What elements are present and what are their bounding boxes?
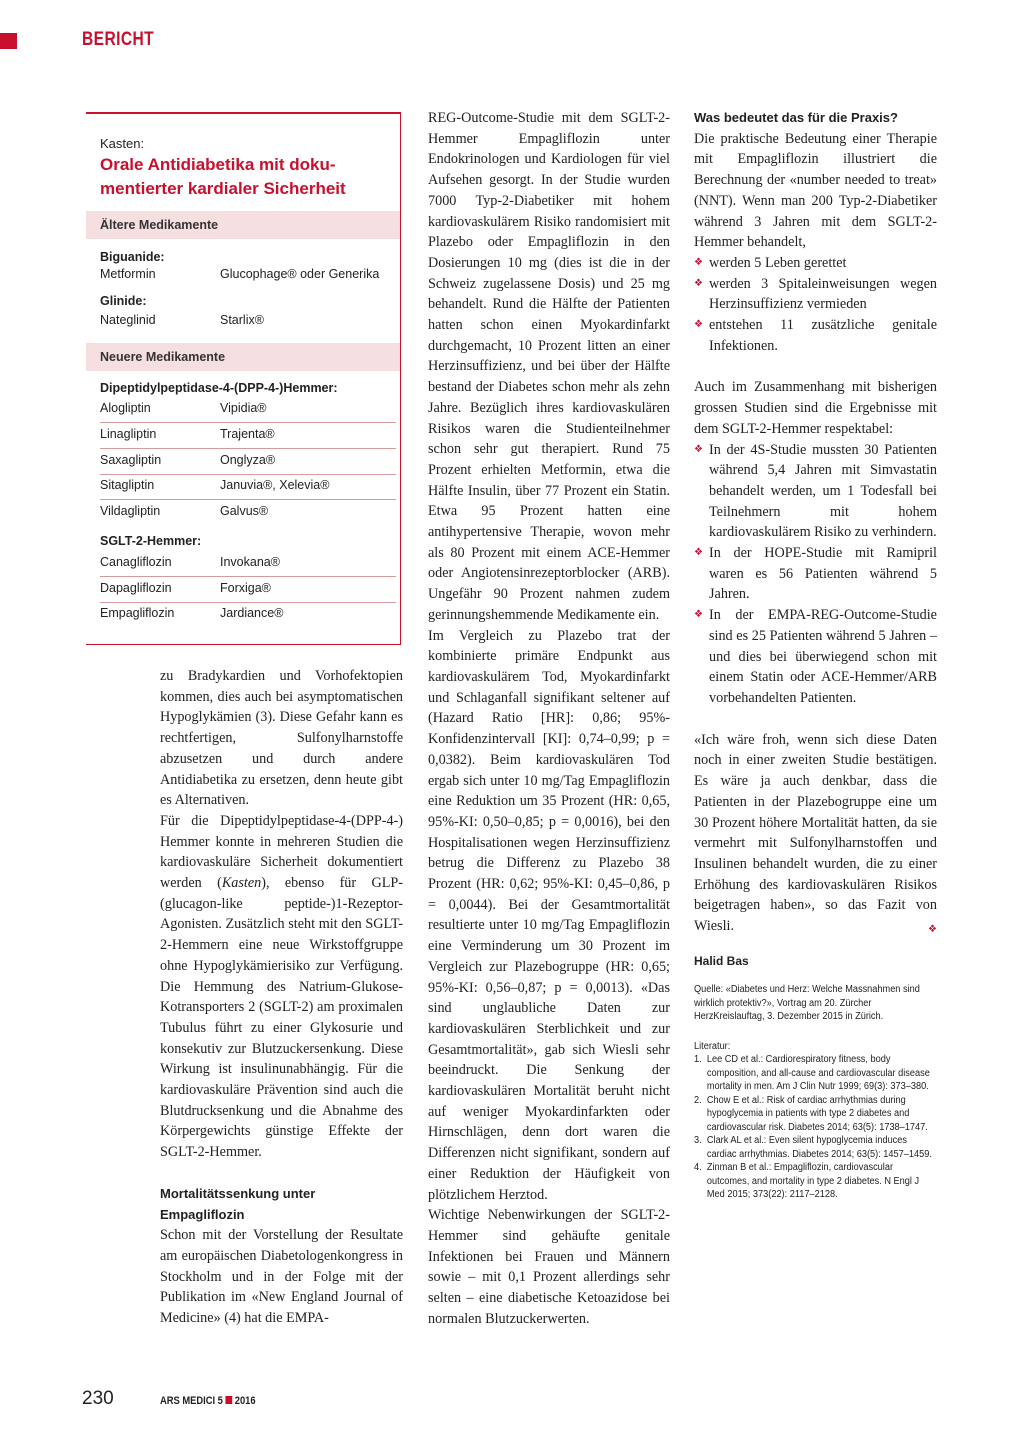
drug-brand: Trajenta® bbox=[220, 427, 275, 441]
bullet-item: ❖ werden 5 Leben gerettet bbox=[694, 253, 937, 274]
paragraph: Wichtige Nebenwirkungen der SGLT-2-Hemmer sind gehäufte genitale Infektionen bei Frauen und Männern sowie – mit 0,1 Prozent allerdings sehr selten – eine diabetische Ketoazidose bei normalen Blutzuckerwerten. bbox=[428, 1207, 670, 1327]
page-number: 230 bbox=[82, 1388, 114, 1409]
drug-generic: Empagliflozin bbox=[100, 606, 175, 620]
drug-row bbox=[100, 424, 396, 449]
text-span: «Ich wäre froh, wenn sich diese Daten noch in einer zweiten Studie bestätigen. Es wäre ja auch denkbar, dass die Patienten in der Plazebogruppe eine um 30 Prozent höhere Mortalität hatten, da sie vermehrt mit Sulfonylharnstoffen und Insulinen behandelt wurden, die zu einer Erhöhung des kardiovaskulären Risikos beigetragen haben», so das Fazit von Wiesli. bbox=[694, 731, 937, 935]
section-heading: Was bedeutet das für die Praxis? bbox=[694, 110, 898, 125]
author: Halid Bas bbox=[694, 953, 749, 968]
paragraph bbox=[160, 811, 403, 1163]
drug-brand: Onglyza® bbox=[220, 453, 276, 467]
drug-row bbox=[100, 578, 396, 603]
info-box bbox=[86, 112, 401, 645]
drug-row bbox=[100, 310, 396, 335]
source-note: Quelle: «Diabetes und Herz: Welche Massnahmen sind wirklich protektiv?», Vortrag am 20. Zürcher HerzKreislauftag, 3. Dezember 2015 in Zürich. bbox=[694, 984, 920, 1023]
group-biguanide: Biguanide: bbox=[100, 250, 165, 264]
group-sglt2: SGLT-2-Hemmer: bbox=[100, 534, 202, 548]
drug-row bbox=[100, 398, 396, 423]
drug-generic: Canagliflozin bbox=[100, 555, 172, 569]
column-1 bbox=[160, 666, 403, 1329]
ref-number: 2. bbox=[694, 1094, 702, 1106]
ref-number: 4. bbox=[694, 1162, 702, 1174]
group-dpp4: Dipeptidylpeptidase-4-(DPP-4-)Hemmer: bbox=[100, 381, 338, 395]
bullet-item: ❖ In der EMPA-REG-Outcome-Studie sind es 25 Patienten während 5 Jahren – und dies bei überwiegend schon mit einem Statin oder ACE-Hemmer/ARB vorbehandelten Patienten. bbox=[694, 605, 937, 709]
bullet-item: ❖ In der 4S-Studie mussten 30 Patienten während 5,4 Jahren mit Simvastatin behandelt werden, um 1 Todesfall bei Teilnehmern mit hohem kardiovaskulärem Risiko zu verhindern. bbox=[694, 440, 937, 544]
drug-generic: Saxagliptin bbox=[100, 453, 162, 467]
drug-brand: Forxiga® bbox=[220, 581, 271, 595]
references bbox=[694, 1053, 937, 1202]
reference-item bbox=[694, 1053, 937, 1094]
journal-name: ARS MEDICI 5 bbox=[160, 1395, 223, 1407]
paragraph: zu Bradykardien und Vorhofektopien kommen, dies auch bei asymptomatischen Hypoglykämien (3). Diese Gefahr kann es rechtfertigen, Sulfonylharnstoffe abzusetzen und durch andere Antidiabetika zu ersetzen, denn heute gibt es Alternativen. bbox=[160, 668, 403, 809]
drug-brand: Jardiance® bbox=[220, 606, 284, 620]
ref-text: Zinman B et al.: Empagliflozin, cardiovascular outcomes, and mortality in type 2 diabetes. N Engl J Med 2015; 373(22): 2117–2128. bbox=[706, 1162, 920, 1201]
section-header: BERICHT bbox=[82, 29, 155, 50]
paragraph: Schon mit der Vorstellung der Resultate am europäischen Diabetologenkongress in Stockholm und in der Folge mit der Publikation im «New England Journal of Medicine» (4) hat die EMPA- bbox=[160, 1227, 403, 1327]
drug-generic: Nateglinid bbox=[100, 313, 156, 327]
drug-brand: Januvia®, Xelevia® bbox=[220, 478, 330, 492]
paragraph: REG-Outcome-Studie mit dem SGLT-2-Hemmer Empagliflozin unter Endokrinologen und Kardiologen für viel Aufsehen gesorgt. In der Studie wurden 7000 Typ-2-Diabetiker mit hohem kardiovaskulärem Risiko randomisiert mit Plazebo oder Empagliflozin in den Dosierungen 10 mg (dies ist die in der Schweiz zugelassene Dosis) und 25 mg behandelt. Rund die Hälfte der Patienten hatten schon einen Myokardinfarkt durchgemacht, 10 Prozent litten an einer Herzinsuffizienz, und bei über der Hälfte bestand der Diabetes schon mehr als zehn Jahre. Bezüglich ihres kardiovaskulären Risikos waren die Studienteilnehmer schon sehr gut therapiert. Rund 75 Prozent erhielten Metformin, etwa die Hälfte Insulin, über 77 Prozent ein Statin. Etwa 95 Prozent hatten eine antihypertensive Therapie, wovon mehr als 80 Prozent mit einem ACE-Hemmer oder Angiotensinrezeptorblocker (ARB). Ungefähr 90 Prozent nahmen zudem gerinnungshemmende Medikamente ein. bbox=[428, 110, 670, 623]
text-span: Für die Dipeptidylpeptidase-4-(DPP-4-) Hemmer konnte in mehreren Studien die kardiovaskuläre Sicherheit dokumentiert werden ( bbox=[160, 812, 403, 892]
drug-row bbox=[100, 264, 396, 289]
paragraph: Die praktische Bedeutung einer Therapie mit Empagliflozin illustriert die Berechnung der «number needed to treat» (NNT). Wenn man 200 Typ-2-Diabetiker während 3 Jahren mit dem SGLT-2-Hemmer behandelt, bbox=[694, 130, 937, 251]
ref-number: 1. bbox=[694, 1054, 702, 1066]
end-mark-icon: ❖ bbox=[928, 924, 937, 936]
section-heading: Mortalitätssenkung unter Empagliflozin bbox=[160, 1185, 316, 1222]
bullet-item: ❖ werden 3 Spitaleinweisungen wegen Herzinsuffizienz vermieden bbox=[694, 274, 937, 315]
journal-footer bbox=[160, 1395, 256, 1407]
drug-generic: Sitagliptin bbox=[100, 478, 155, 492]
drug-generic: Dapagliflozin bbox=[100, 581, 172, 595]
drug-generic: Alogliptin bbox=[100, 401, 151, 415]
paragraph: Im Vergleich zu Plazebo trat der kombinierte primäre Endpunkt aus kardiovaskulärem Tod, Myokardinfarkt und Schlaganfall signifikant seltener auf (Hazard Ratio [HR]: 0,86; 95%-Konfidenzintervall [KI]: 0,74–0,99; p = 0,0382). Beim kardiovaskulären Tod ergab sich unter 10 mg/Tag Empagliflozin eine Reduktion um 35 Prozent (HR: 0,65, 95%-KI: 0,50–0,85; p = 0,0016), bei den Hospitalisationen wegen Herzinsuffizienz betrug die Differenz zu Plazebo 38 Prozent (HR: 0,62; 95%-KI: 0,45–0,86, p = 0,0044). Bei der Gesamtmortalität resultierte unter 10 mg/Tag Empagliflozin eine Verminderung um 30 Prozent im Vergleich zur Plazebogruppe (HR: 0,65; 95%-KI: 0,56–0,87; p = 0,0013). «Das sind unglaubliche Daten zur kardiovaskulären Sterblichkeit und zur Gesamtmortalität», gab sich Wiesli sehr beeindruckt. Die Senkung der kardiovaskulären Mortalität beruht nicht auf weniger Myokardinfarkten oder Hirnschlägen, denn dort waren die Differenzen nicht signifikant, sondern auf einer Reduktion der Häufigkeit von plötzlichem Herztod. bbox=[428, 627, 670, 1203]
column-2 bbox=[428, 108, 670, 1329]
reference-item bbox=[694, 1094, 937, 1135]
drug-generic: Linagliptin bbox=[100, 427, 157, 441]
ref-text: Clark AL et al.: Even silent hypoglycemia induces cardiac arrhythmias. Diabetes 2014; 63(5): 1457–1459. bbox=[706, 1135, 932, 1160]
text-emphasis: Kasten bbox=[221, 875, 262, 892]
drug-row bbox=[100, 450, 396, 475]
ref-text: Chow E et al.: Risk of cardiac arrhythmias during hypoglycemia in patients with type 2 diabetes and cardiovascular risk. Diabetes 2014; 63(5): 1738–1747. bbox=[706, 1094, 928, 1133]
drug-brand: Galvus® bbox=[220, 504, 269, 518]
ref-text: Lee CD et al.: Cardiorespiratory fitness, body composition, and all-cause and cardiovascular disease mortality in men. Am J Clin Nutr 1999; 69(3): 373–380. bbox=[706, 1054, 930, 1093]
paragraph bbox=[694, 730, 937, 937]
drug-row bbox=[100, 475, 396, 500]
drug-brand: Glucophage® oder Generika bbox=[220, 267, 380, 281]
drug-row bbox=[100, 501, 396, 526]
bullet-item: ❖ In der HOPE-Studie mit Ramipril waren es 56 Patienten während 5 Jahren. bbox=[694, 543, 937, 605]
drug-brand: Starlix® bbox=[220, 313, 264, 327]
column-3 bbox=[694, 108, 937, 1202]
box-title: Orale Antidiabetika mit doku-mentierter kardialer Sicherheit bbox=[100, 155, 346, 198]
band-newer-drugs: Neuere Medikamente bbox=[86, 343, 400, 371]
paragraph: Auch im Zusammenhang mit bisherigen grossen Studien sind die Ergebnisse mit dem SGLT-2-Hemmer respektabel: bbox=[694, 379, 937, 437]
reference-item bbox=[694, 1134, 937, 1161]
group-glinide: Glinide: bbox=[100, 294, 147, 308]
footer-accent-square bbox=[225, 1396, 232, 1404]
journal-year: 2016 bbox=[234, 1395, 256, 1407]
literature-label: Literatur: bbox=[694, 1040, 731, 1052]
ref-number: 3. bbox=[694, 1135, 702, 1147]
reference-item bbox=[694, 1161, 937, 1202]
header-accent-square bbox=[0, 33, 17, 49]
drug-row bbox=[100, 603, 396, 628]
drug-generic: Metformin bbox=[100, 267, 156, 281]
bullet-item: ❖ entstehen 11 zusätzliche genitale Infektionen. bbox=[694, 315, 937, 356]
drug-row bbox=[100, 552, 396, 577]
drug-brand: Vipidia® bbox=[220, 401, 267, 415]
text-span: ), ebenso für GLP-(glucagon-like peptide-)1-Rezeptor-Agonisten. Zusätzlich steht mit den SGLT-2-Hemmern eine neue Wirkstoffgruppe ohne Hypoglykämierisiko zur Verfügung. Die Hemmung des Natrium-Glukose-Kotransporters 2 (SGLT-2) am proximalen Tubulus führt zu einer Glykosurie und konsekutiv zur Blutzuckersenkung. Diese Wirkung ist insulinunabhängig. Für die kardiovaskuläre Prävention sind auch die Blutdrucksenkung und die Abnahme des Körpergewichts günstige Effekte der SGLT-2-Hemmer. bbox=[160, 875, 403, 1161]
drug-generic: Vildagliptin bbox=[100, 504, 161, 518]
box-label: Kasten: bbox=[100, 136, 145, 151]
drug-brand: Invokana® bbox=[220, 555, 280, 569]
band-older-drugs: Ältere Medikamente bbox=[86, 211, 400, 239]
